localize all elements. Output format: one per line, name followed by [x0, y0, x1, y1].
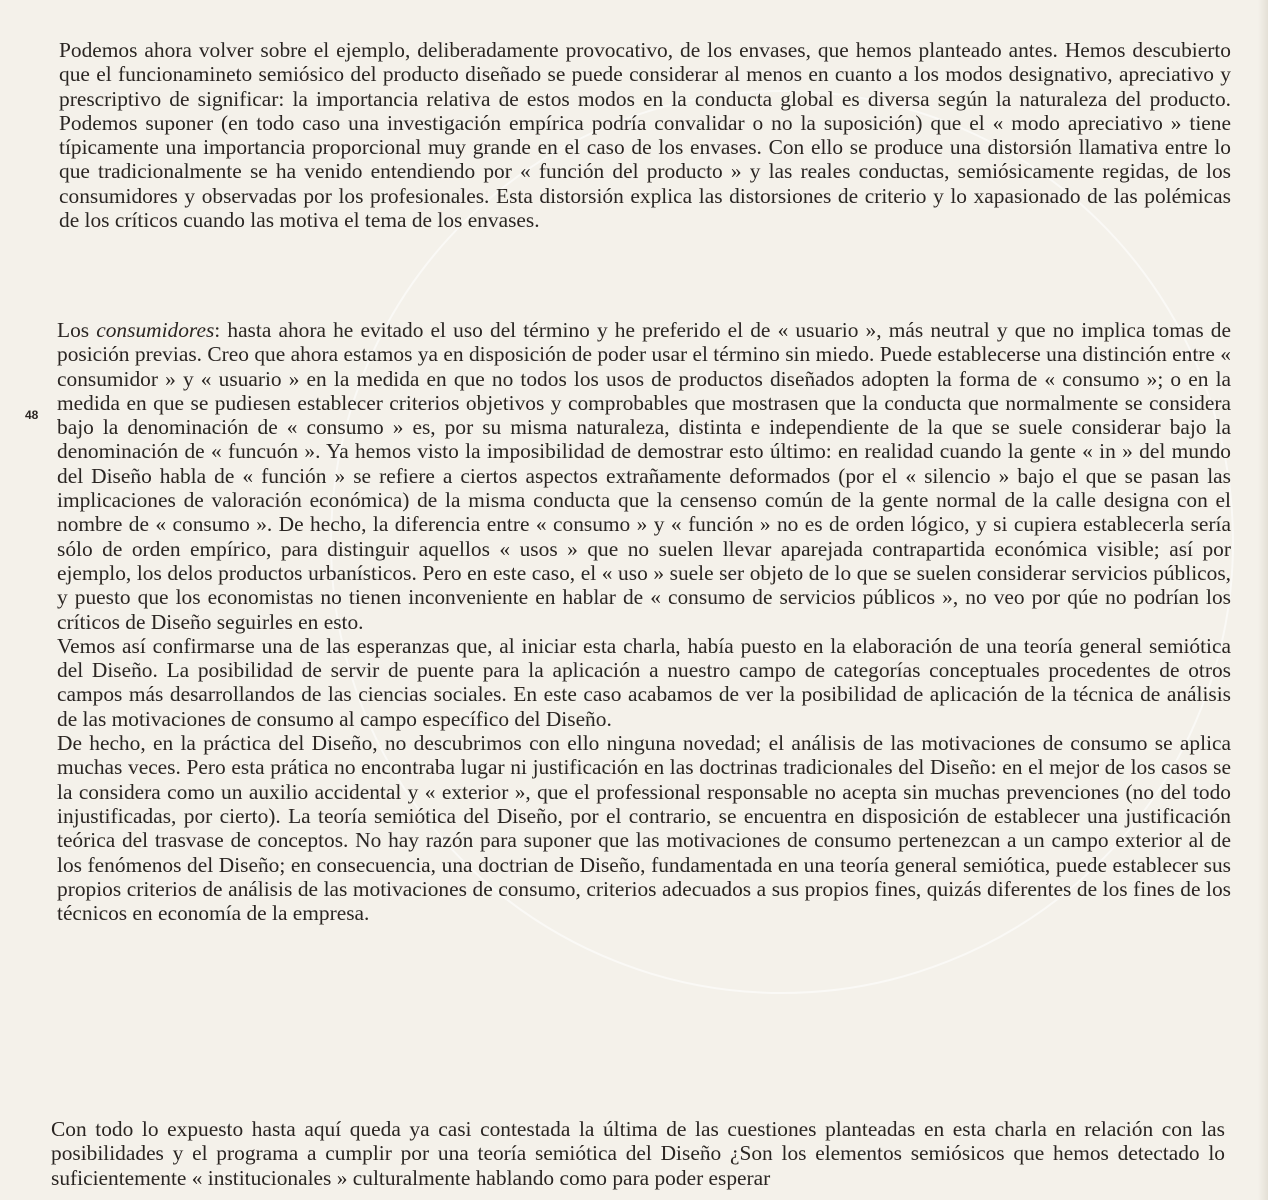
- paragraph-conclusion: [51, 1117, 1225, 1190]
- paragraph-text: Con todo lo expuesto hasta aquí queda ya casi contestada la última de las cuestiones planteadas en esta charla en relación con las posibilidades y el programa a cumplir por una teoría semiótica del Diseño ¿Son los elementos semiósicos que hemos detectado lo suficientemente « institucionales » culturalmente hablando como para poder esperar: [51, 1117, 1225, 1190]
- paragraph-consumidores: [57, 318, 1231, 634]
- lead-text: Los: [57, 318, 97, 342]
- paragraph-esperanzas: Vemos así confirmarse una de las esperanzas que, al iniciar esta charla, había puesto en la elaboración de una teoría general semiótica del Diseño. La posibilidad de servir de puente para la aplicación a nuestro campo de categorías conceptuales procedentes de otros campos más desarrollandos de las ciencias sociales. En este caso acabamos de ver la posibilidad de aplicación de la técnica de análisis de las motivaciones de consumo al campo específico del Diseño.: [57, 633, 1231, 731]
- lead-italic-term: consumidores: [96, 318, 215, 342]
- paragraph-text: Podemos ahora volver sobre el ejemplo, deliberadamente provocativo, de los envases, que hemos planteado antes. Hemos descubierto que el funcionamineto semiósico del producto diseñado se puede considerar al menos en cuanto a los modos designativo, apreciativo y prescriptivo de significar: la importancia relativa de estos modos en la conducta global es diversa según la naturaleza del producto. Podemos suponer (en todo caso una investigación empírica podría convalidar o no la suposición) que el « modo apreciativo » tiene típicamente una importancia proporcional muy grande en el caso de los envases. Con ello se produce una distorsión llamativa entre lo que tradicionalmente se ha venido entendiendo por « función del producto » y las reales conductas, semiósicamente regidas, de los consumidores y observadas por los profesionales. Esta distorsión explica las distorsiones de criterio y lo xapasionado de las polémicas de los críticos cuando las motiva el tema de los envases.: [59, 38, 1231, 233]
- paragraph-envases: [59, 38, 1231, 232]
- section-consumidores: [57, 318, 1231, 925]
- paragraph-practica: De hecho, en la práctica del Diseño, no descubrimos con ello ninguna novedad; el análisis de las motivaciones de consumo se aplica muchas veces. Pero esta prática no encontraba lugar ni justificación en las doctrinas tradicionales del Diseño: en el mejor de los casos se la considera como un auxilio accidental y « exterior », que el professional responsable no acepta sin muchas prevenciones (no del todo injustificadas, por cierto). La teoría semiótica del Diseño, por el contrario, se encuentra en disposición de establecer una justificación teórica del trasvase de conceptos. No hay razón para suponer que las motivaciones de consumo pertenezcan a un campo exterior al de los fenómenos del Diseño; en consecuencia, una doctrian de Diseño, fundamentada en una teoría general semiótica, puede establecer sus propios criterios de análisis de las motivaciones de consumo, criterios adecuados a sus propios fines, quizás diferentes de los fines de los técnicos en economía de la empresa.: [57, 731, 1231, 926]
- page-edge-shadow: [1258, 0, 1268, 1200]
- paragraph-text: : hasta ahora he evitado el uso del término y he preferido el de « usuario », más neutral y que no implica tomas de posición previas. Creo que ahora estamos ya en disposición de poder usar el término sin miedo. Puede establecerse una distinción entre « consumidor » y « usuario » en la medida en que no todos los usos de productos diseñados adopten la forma de « consumo »; o en la medida en que se pudiesen establecer criterios objetivos y comprobables que mostrasen que la conducta que normalmente se considera bajo la denominación de « consumo » es, por su misma naturaleza, distinta e independiente de la que se suele considerar bajo la denominación de « funcuón ». Ya hemos visto la imposibilidad de demostrar esto último: en realidad cuando la gente « in » del mundo del Diseño habla de « función » se refiere a ciertos aspectos extrañamente deformados (por el « silencio » bajo el que se pasan las implicaciones de valoración económica) de la misma conducta que la censenso común de la gente normal de la calle designa con el nombre de « consumo ». De hecho, la diferencia entre « consumo » y « función » no es de orden lógico, y si cupiera establecerla sería sólo de orden empírico, para distinguir aquellos « usos » que no suelen llevar aparejada contrapartida económica visible; así por ejemplo, los delos productos urbanísticos. Pero en este caso, el « uso » suele ser objeto de lo que se suelen considerar servicios públicos, y puesto que los economistas no tienen inconveniente en hablar de « consumo de servicios públicos », no veo por qúe no podrían los críticos de Diseño seguirles en esto.: [57, 318, 1231, 634]
- page-number: 48: [25, 408, 39, 422]
